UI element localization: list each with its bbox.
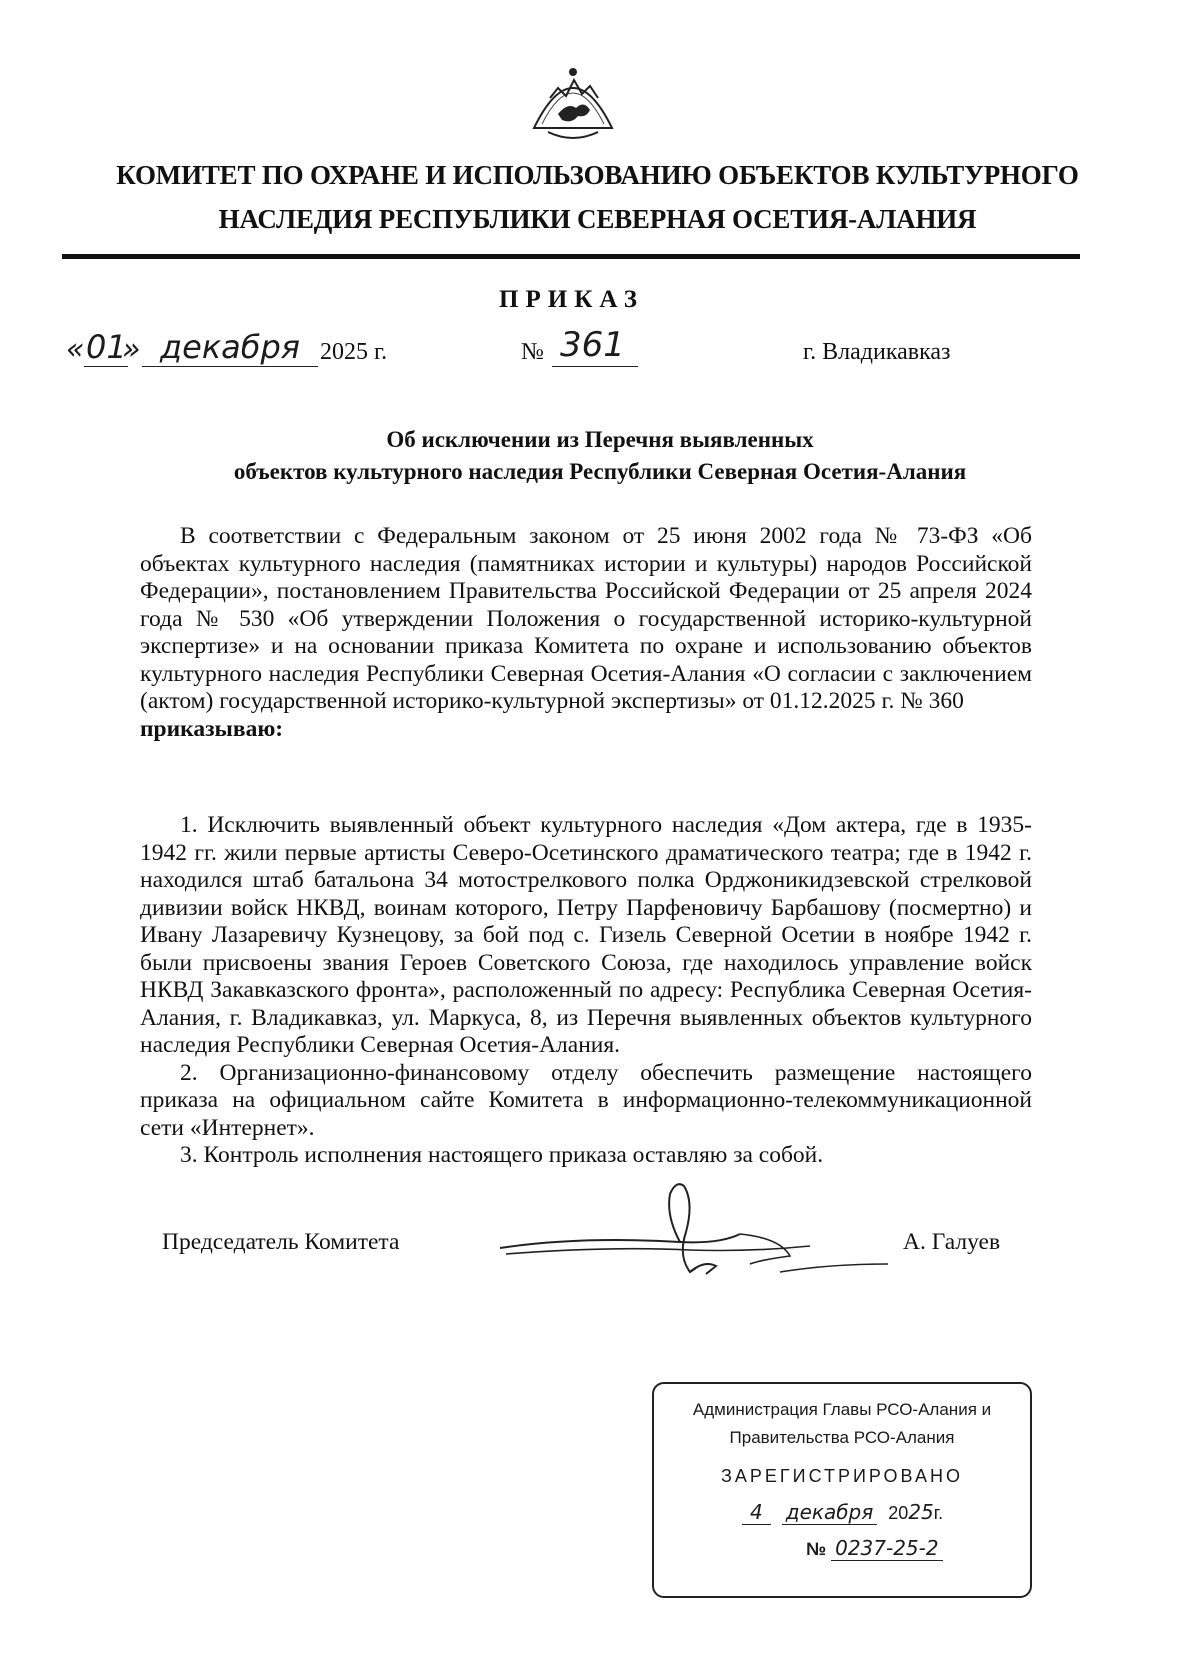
org-name-line1: КОМИТЕТ ПО ОХРАНЕ И ИСПОЛЬЗОВАНИЮ ОБЪЕКТОВ КУЛЬТУРНОГО: [116, 160, 1079, 190]
stamp-date: [742, 1500, 943, 1524]
stamp-number-value: 0237-25-2: [831, 1536, 943, 1561]
header-divider: [62, 254, 1080, 259]
city: г. Владикавказ: [803, 339, 951, 365]
order-item-2: 2. Организационно-финансовому отделу обеспечить размещение настоящего приказа на официальном сайте Комитета в информационно-телекоммуникационной сети «Интернет».: [140, 1059, 1032, 1141]
order-number-label: №: [521, 339, 544, 365]
stamp-date-year-suffix: 25: [908, 1500, 934, 1524]
date-day-handwritten: 01: [86, 328, 127, 366]
signatory-position: Председатель Комитета: [162, 1229, 400, 1255]
stamp-line1: Администрация Главы РСО-Алания и: [692, 1400, 992, 1419]
stamp-date-g: г.: [933, 1503, 944, 1523]
order-number-handwritten: 361: [560, 325, 625, 365]
date-month-underline: [142, 366, 318, 367]
order-word: приказываю:: [140, 715, 284, 742]
order-number-underline: [552, 366, 638, 367]
subject-line1: Об исключении из Перечня выявленных: [386, 427, 814, 452]
stamp-number-label: №: [806, 1539, 827, 1559]
coat-of-arms-icon: [528, 58, 618, 144]
date-year: 2025 г.: [320, 339, 388, 365]
preamble: [140, 523, 1032, 743]
date-close-quote: »: [122, 332, 141, 367]
registration-stamp: [652, 1382, 1032, 1598]
stamp-date-day: 4: [742, 1500, 771, 1525]
date-day-underline: [84, 366, 128, 367]
order-item-1: 1. Исключить выявленный объект культурного наследия «Дом актера, где в 1935-1942 гг. жили первые артисты Северо-Осетинского драматического театра; где в 1942 г. находился штаб батальона 34 мотострелкового полка Орджоникидзевской стрелковой дивизии войск НКВД, воинам которого, Петру Парфеновичу Барбашову (посмертно) и Ивану Лазаревичу Кузнецову, за бой под с. Гизель Северной Осетии в ноябре 1942 г. были присвоены звания Героев Советского Союза, где находилось управление войск НКВД Закавказского фронта», расположенный по адресу: Республика Северная Осетия-Алания, г. Владикавказ, ул. Маркуса, 8, из Перечня выявленных объектов культурного наследия Республики Северная Осетия-Алания.: [140, 812, 1032, 1058]
stamp-registered: ЗАРЕГИСТРИРОВАНО: [721, 1466, 963, 1486]
stamp-number: [806, 1536, 943, 1560]
stamp-date-year-prefix: 20: [888, 1503, 909, 1523]
date-open-quote: «: [66, 332, 85, 367]
document-type-title: ПРИКАЗ: [499, 286, 644, 313]
handwritten-signature: [490, 1176, 890, 1306]
stamp-date-month: декабря: [782, 1500, 878, 1525]
order-subject: [100, 424, 1100, 488]
order-items: [140, 812, 1032, 1170]
subject-line2: объектов культурного наследия Республики Северная Осетия-Алания: [233, 459, 967, 484]
date-month-handwritten: декабря: [160, 328, 301, 366]
signatory-name: А. Галуев: [903, 1229, 1001, 1255]
order-item-3: 3. Контроль исполнения настоящего приказа оставляю за собой.: [180, 1142, 824, 1168]
stamp-line2: Правительства РСО-Алания: [729, 1428, 955, 1447]
org-name-line2: НАСЛЕДИЯ РЕСПУБЛИКИ СЕВЕРНАЯ ОСЕТИЯ-АЛАНИЯ: [218, 204, 977, 234]
preamble-text: В соответствии с Федеральным законом от 25 июня 2002 года № 73-ФЗ «Об объектах культурного наследия (памятниках истории и культуры) народов Российской Федерации», постановлением Правительства Российской Федерации от 25 апреля 2024 года № 530 «Об утверждении Положения о государственной историко-культурной экспертизе» и на основании приказа Комитета по охране и использованию объектов культурного наследия Республики Северная Осетия-Алания «О согласии с заключением (актом) государственной историко-культурной экспертизы» от 01.12.2025 г. № 360: [140, 523, 1032, 714]
